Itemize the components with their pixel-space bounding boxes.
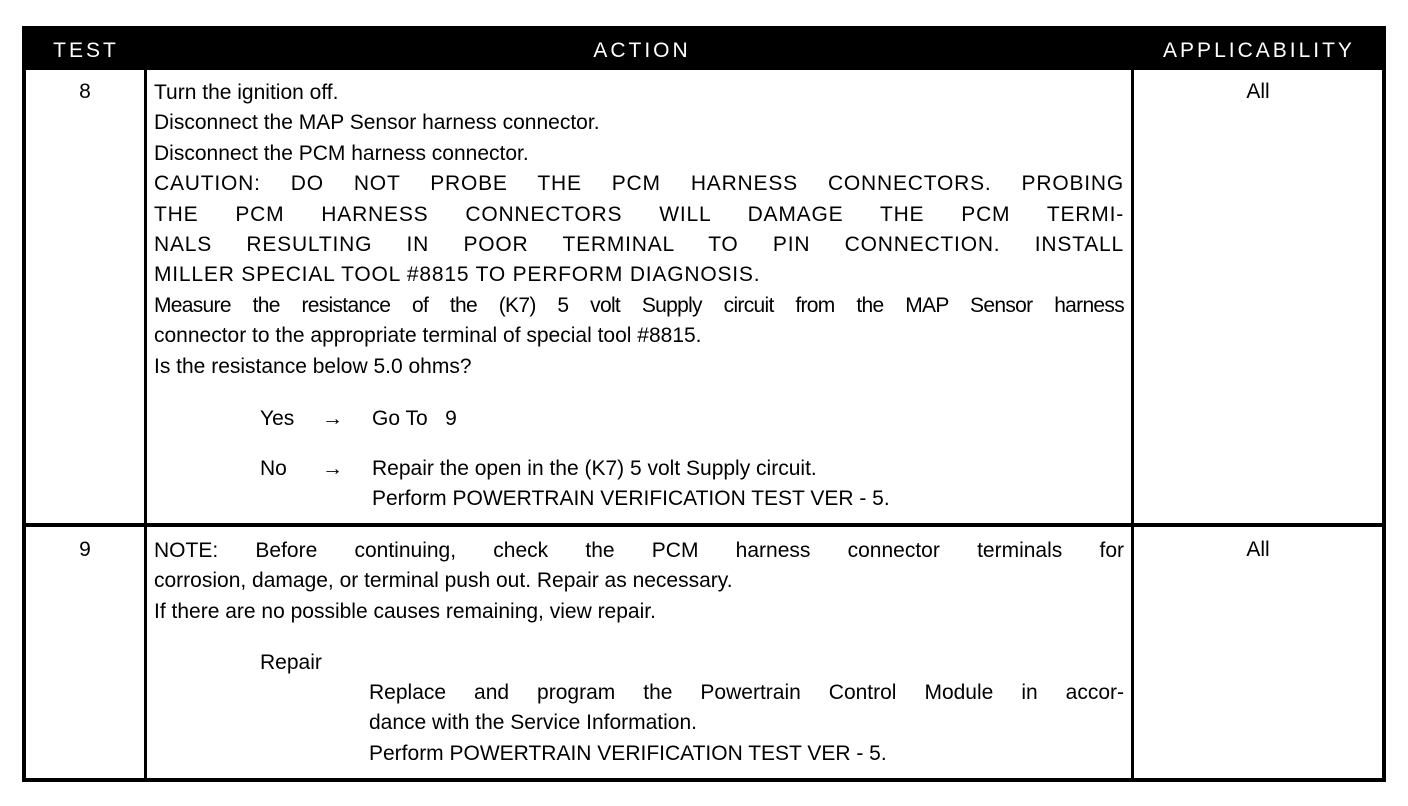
table-header: [26, 30, 1382, 70]
repair-action: [369, 678, 1124, 769]
row-divider: [26, 523, 1382, 527]
header-action: ACTION: [593, 39, 691, 62]
no-action-line: Perform POWERTRAIN VERIFICATION TEST VER - 5.: [372, 487, 890, 511]
applicability-value: All: [1246, 80, 1270, 103]
right-arrow-icon: →: [322, 457, 343, 480]
repair-line: dance with the Service Information.: [369, 711, 698, 735]
yes-action: Go To 9: [372, 407, 457, 430]
diagnostic-test-table: [22, 26, 1386, 782]
note-line: corrosion, damage, or terminal push out. Repair as necessary.: [154, 569, 733, 593]
column-divider-action: [1131, 70, 1134, 782]
test-number: 9: [79, 538, 91, 561]
action-line: connector to the appropriate terminal of special tool #8815.: [154, 324, 702, 348]
note-line: NOTE: Before continuing, check the PCM harness connector terminals for: [154, 539, 1124, 562]
caution-line: MILLER SPECIAL TOOL #8815 TO PERFORM DIAGNOSIS.: [154, 263, 761, 287]
action-text-test-9: [154, 536, 1124, 627]
no-action: [372, 454, 890, 515]
applicability-value: All: [1246, 538, 1270, 561]
test-number: 8: [79, 80, 91, 103]
action-question: Is the resistance below 5.0 ohms?: [154, 354, 472, 378]
repair-line: Perform POWERTRAIN VERIFICATION TEST VER - 5.: [369, 741, 887, 765]
action-line: If there are no possible causes remaining, view repair.: [154, 599, 656, 623]
column-divider-test: [144, 70, 147, 782]
header-test: TEST: [53, 39, 119, 62]
action-line: Measure the resistance of the (K7) 5 volt Supply circuit from the MAP Sensor harness: [154, 293, 1124, 317]
caution-line: THE PCM HARNESS CONNECTORS WILL DAMAGE THE PCM TERMI-: [154, 202, 1124, 226]
no-label: No: [260, 457, 287, 480]
repair-line: Replace and program the Powertrain Control Module in accor-: [369, 681, 1124, 704]
caution-line: CAUTION: DO NOT PROBE THE PCM HARNESS CONNECTORS. PROBING: [154, 172, 1124, 196]
action-text-test-8: [154, 78, 1124, 382]
yes-label: Yes: [260, 407, 295, 430]
caution-line: NALS RESULTING IN POOR TERMINAL TO PIN CONNECTION. INSTALL: [154, 233, 1124, 257]
right-arrow-icon: →: [322, 407, 343, 430]
action-line: Disconnect the PCM harness connector.: [154, 141, 529, 165]
action-line: Disconnect the MAP Sensor harness connector.: [154, 111, 600, 135]
repair-label: Repair: [260, 651, 322, 674]
action-line: Turn the ignition off.: [154, 81, 339, 104]
header-applicability: APPLICABILITY: [1163, 39, 1355, 62]
no-action-line: Repair the open in the (K7) 5 volt Supply circuit.: [372, 457, 817, 480]
